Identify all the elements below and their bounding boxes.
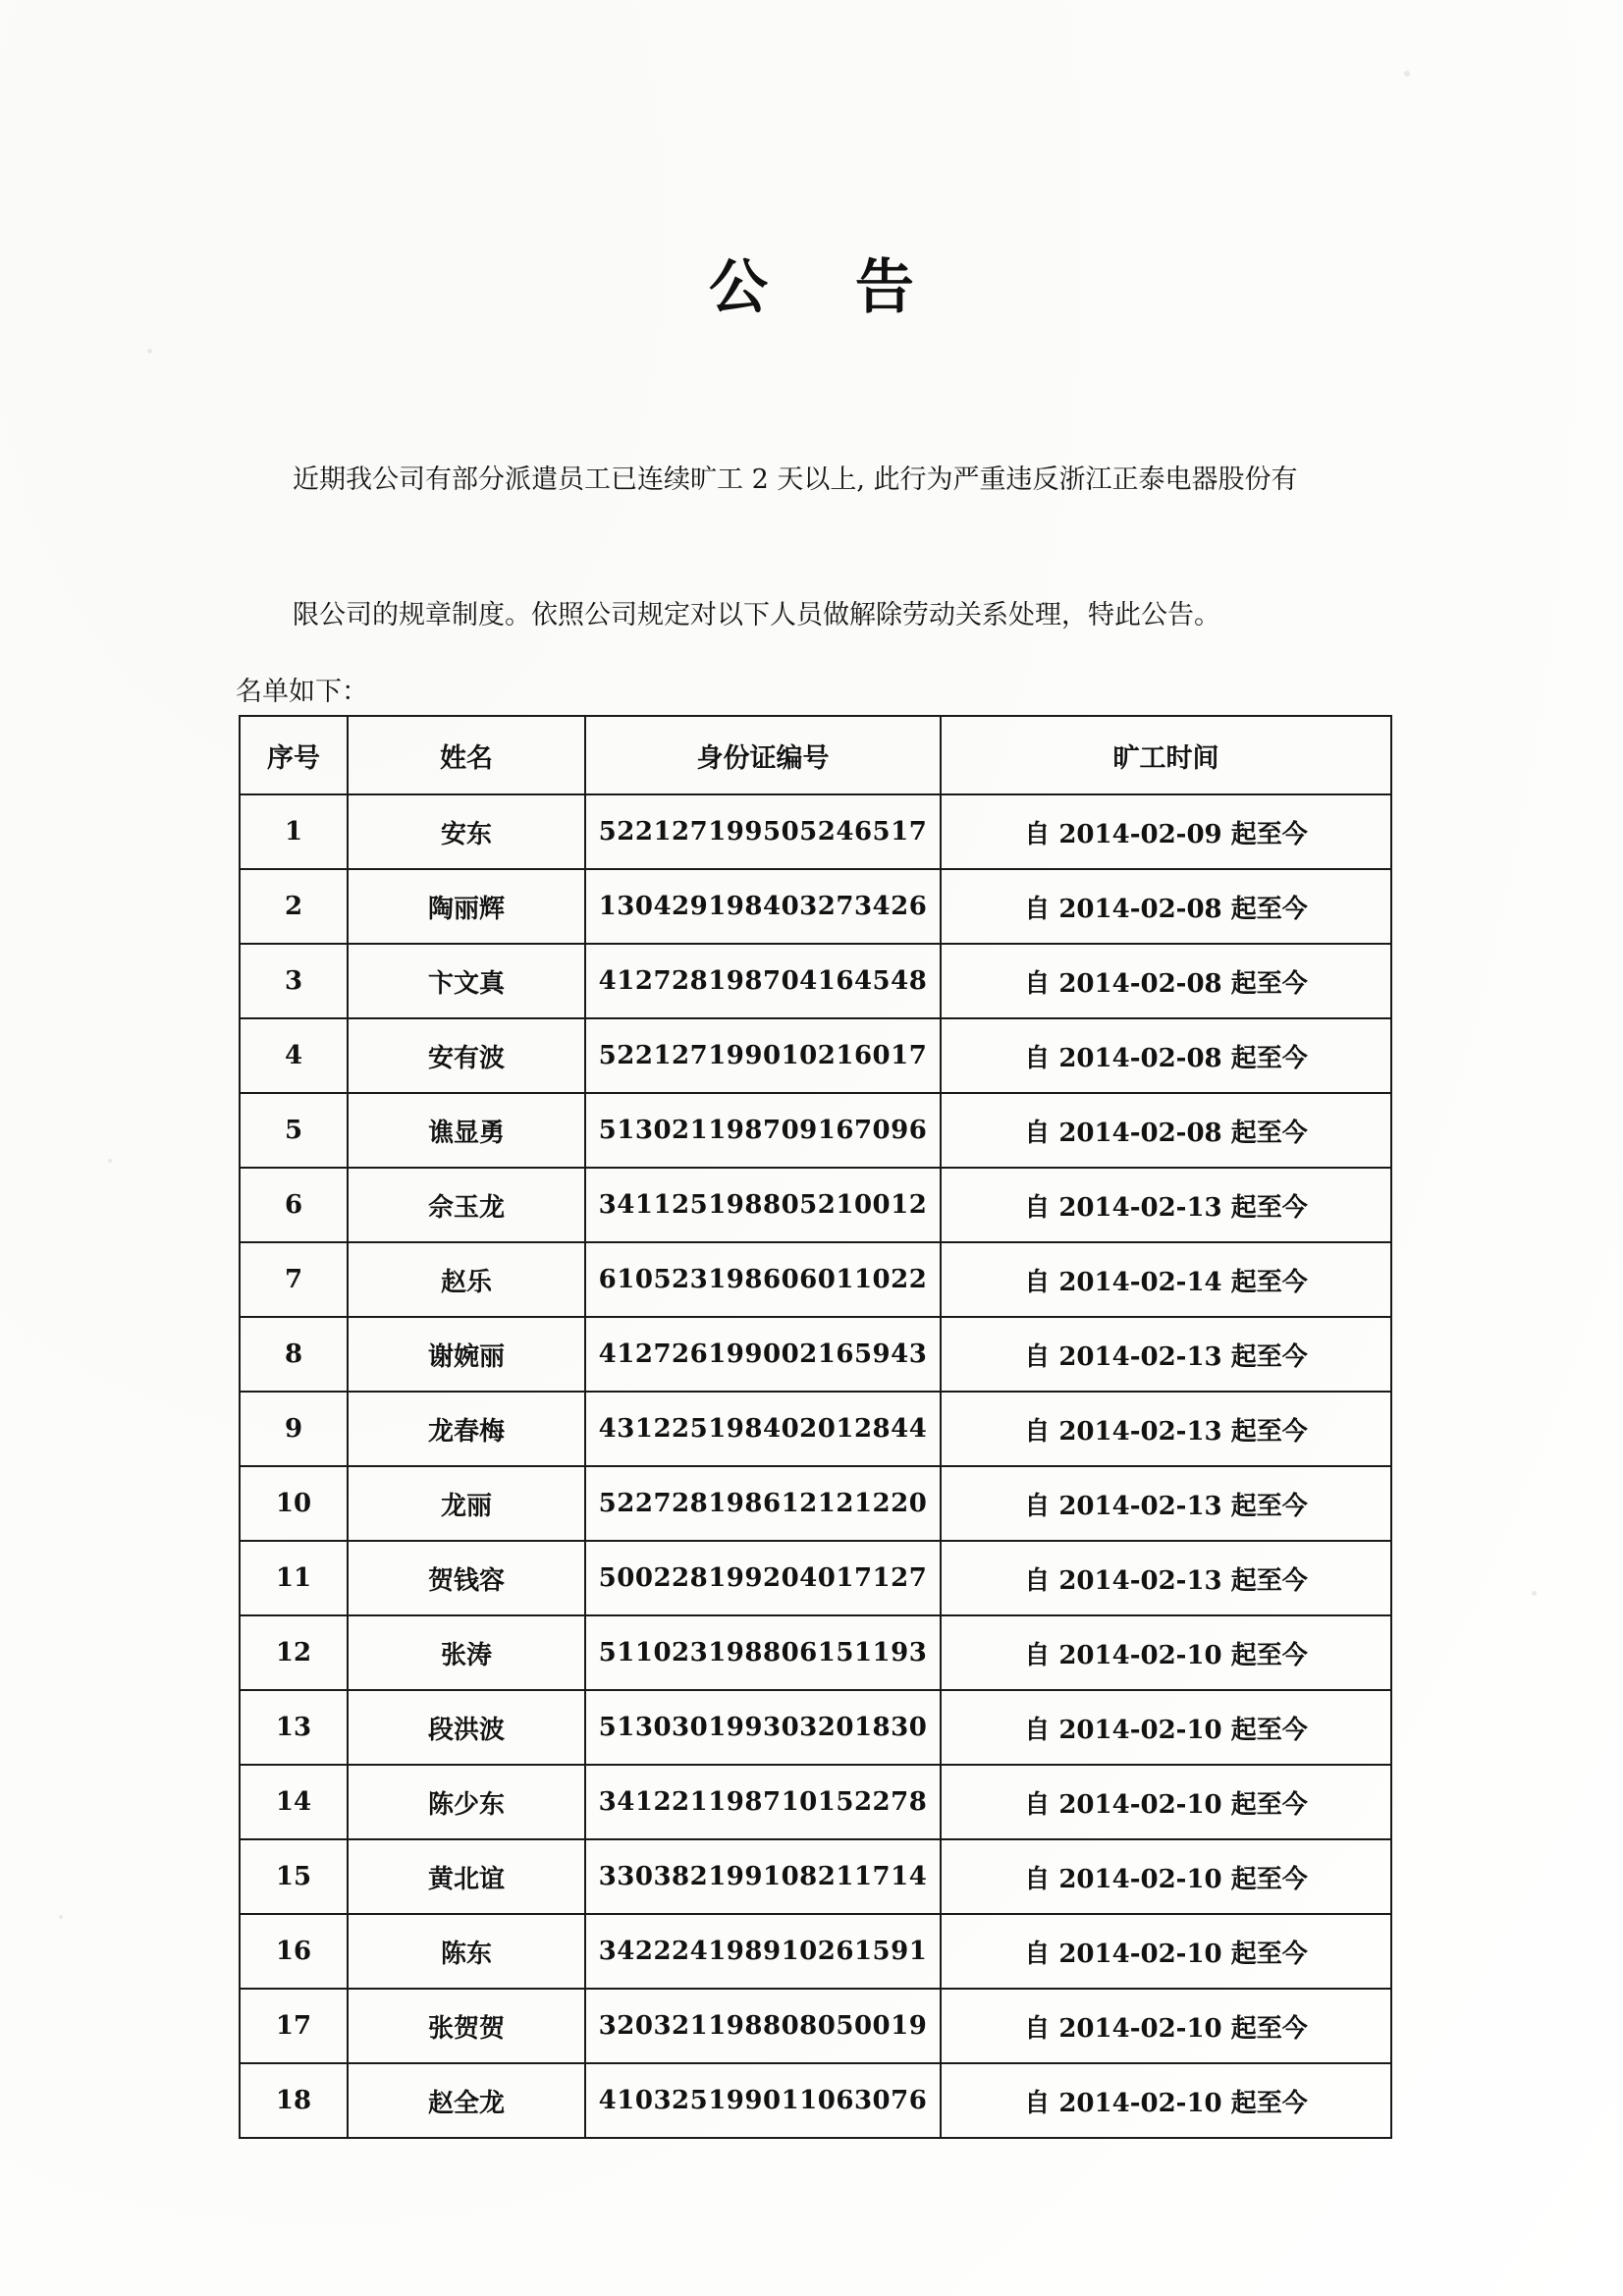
table-row [240, 1242, 1391, 1317]
cell-id-number: 342224198910261591 [585, 1914, 941, 1989]
cell-index: 11 [240, 1541, 348, 1615]
cell-absence-time: 自 2014-02-10 起至今 [941, 1615, 1391, 1690]
cell-id-number: 513021198709167096 [585, 1093, 941, 1168]
table-row [240, 1018, 1391, 1093]
cell-id-number: 341221198710152278 [585, 1765, 941, 1839]
cell-absence-time: 自 2014-02-08 起至今 [941, 869, 1391, 944]
cell-name: 张贺贺 [348, 1989, 585, 2063]
cell-name: 陈东 [348, 1914, 585, 1989]
cell-name: 陶丽辉 [348, 869, 585, 944]
cell-name: 段洪波 [348, 1690, 585, 1765]
cell-absence-time: 自 2014-02-10 起至今 [941, 2063, 1391, 2138]
cell-id-number: 412726199002165943 [585, 1317, 941, 1392]
cell-id-number: 511023198806151193 [585, 1615, 941, 1690]
header-absence-time: 旷工时间 [941, 716, 1391, 794]
cell-index: 8 [240, 1317, 348, 1392]
cell-absence-time: 自 2014-02-13 起至今 [941, 1541, 1391, 1615]
cell-id-number: 522728198612121220 [585, 1466, 941, 1541]
cell-id-number: 410325199011063076 [585, 2063, 941, 2138]
scan-speckle [147, 349, 152, 354]
cell-id-number: 522127199010216017 [585, 1018, 941, 1093]
table-row [240, 1392, 1391, 1466]
cell-index: 15 [240, 1839, 348, 1914]
cell-absence-time: 自 2014-02-14 起至今 [941, 1242, 1391, 1317]
cell-absence-time: 自 2014-02-09 起至今 [941, 794, 1391, 869]
cell-absence-time: 自 2014-02-13 起至今 [941, 1317, 1391, 1392]
cell-index: 12 [240, 1615, 348, 1690]
table-row [240, 944, 1391, 1018]
cell-name: 陈少东 [348, 1765, 585, 1839]
cell-name: 龙春梅 [348, 1392, 585, 1466]
cell-name: 谢婉丽 [348, 1317, 585, 1392]
table-row [240, 1690, 1391, 1765]
cell-absence-time: 自 2014-02-08 起至今 [941, 944, 1391, 1018]
cell-index: 18 [240, 2063, 348, 2138]
cell-name: 安东 [348, 794, 585, 869]
cell-id-number: 130429198403273426 [585, 869, 941, 944]
cell-absence-time: 自 2014-02-10 起至今 [941, 1765, 1391, 1839]
table-row [240, 1765, 1391, 1839]
table-row [240, 1168, 1391, 1242]
table-row [240, 1466, 1391, 1541]
table-row [240, 1093, 1391, 1168]
cell-name: 黄北谊 [348, 1839, 585, 1914]
cell-absence-time: 自 2014-02-08 起至今 [941, 1018, 1391, 1093]
cell-id-number: 522127199505246517 [585, 794, 941, 869]
cell-id-number: 341125198805210012 [585, 1168, 941, 1242]
cell-name: 赵全龙 [348, 2063, 585, 2138]
cell-index: 1 [240, 794, 348, 869]
page-title: 公 告 [709, 253, 947, 322]
cell-absence-time: 自 2014-02-10 起至今 [941, 1989, 1391, 2063]
cell-id-number: 513030199303201830 [585, 1690, 941, 1765]
cell-absence-time: 自 2014-02-13 起至今 [941, 1168, 1391, 1242]
table-row [240, 2063, 1391, 2138]
cell-name: 龙丽 [348, 1466, 585, 1541]
cell-index: 16 [240, 1914, 348, 1989]
scan-speckle [1532, 1591, 1537, 1596]
cell-index: 3 [240, 944, 348, 1018]
cell-name: 佘玉龙 [348, 1168, 585, 1242]
cell-name: 谯显勇 [348, 1093, 585, 1168]
cell-absence-time: 自 2014-02-10 起至今 [941, 1839, 1391, 1914]
announcement-paragraph-1: 近期我公司有部分派遣员工已连续旷工 2 天以上, 此行为严重违反浙江正泰电器股份有 [293, 465, 1298, 495]
cell-index: 5 [240, 1093, 348, 1168]
cell-index: 17 [240, 1989, 348, 2063]
cell-id-number: 412728198704164548 [585, 944, 941, 1018]
scan-speckle [108, 1159, 112, 1163]
cell-name: 赵乐 [348, 1242, 585, 1317]
cell-absence-time: 自 2014-02-13 起至今 [941, 1392, 1391, 1466]
cell-index: 6 [240, 1168, 348, 1242]
cell-absence-time: 自 2014-02-13 起至今 [941, 1466, 1391, 1541]
table-row [240, 1317, 1391, 1392]
scan-speckle [1404, 71, 1410, 77]
table-header-row [240, 716, 1391, 794]
cell-name: 卞文真 [348, 944, 585, 1018]
cell-id-number: 320321198808050019 [585, 1989, 941, 2063]
table-row [240, 1541, 1391, 1615]
header-id-number: 身份证编号 [585, 716, 941, 794]
cell-index: 14 [240, 1765, 348, 1839]
cell-id-number: 431225198402012844 [585, 1392, 941, 1466]
cell-absence-time: 自 2014-02-08 起至今 [941, 1093, 1391, 1168]
cell-index: 9 [240, 1392, 348, 1466]
cell-id-number: 330382199108211714 [585, 1839, 941, 1914]
cell-index: 7 [240, 1242, 348, 1317]
cell-index: 2 [240, 869, 348, 944]
table-row [240, 1839, 1391, 1914]
cell-id-number: 500228199204017127 [585, 1541, 941, 1615]
employee-table [239, 715, 1392, 2139]
list-label: 名单如下： [236, 677, 368, 707]
table-row [240, 869, 1391, 944]
cell-index: 4 [240, 1018, 348, 1093]
header-index: 序号 [240, 716, 348, 794]
announcement-paragraph-2: 限公司的规章制度。依照公司规定对以下人员做解除劳动关系处理，特此公告。 [293, 600, 1220, 630]
cell-index: 10 [240, 1466, 348, 1541]
table-row [240, 1989, 1391, 2063]
scan-speckle [59, 1915, 63, 1919]
cell-name: 安有波 [348, 1018, 585, 1093]
cell-name: 张涛 [348, 1615, 585, 1690]
table-row [240, 794, 1391, 869]
cell-name: 贺钱容 [348, 1541, 585, 1615]
cell-index: 13 [240, 1690, 348, 1765]
cell-id-number: 610523198606011022 [585, 1242, 941, 1317]
header-name: 姓名 [348, 716, 585, 794]
cell-absence-time: 自 2014-02-10 起至今 [941, 1914, 1391, 1989]
table-row [240, 1615, 1391, 1690]
cell-absence-time: 自 2014-02-10 起至今 [941, 1690, 1391, 1765]
table-row [240, 1914, 1391, 1989]
